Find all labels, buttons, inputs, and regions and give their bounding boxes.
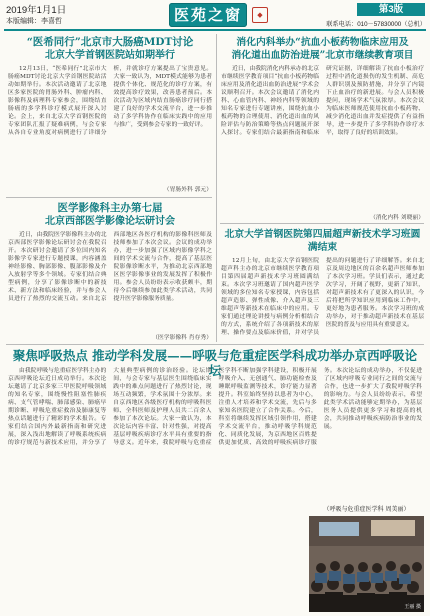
audience-photo-illustration (309, 516, 424, 612)
article-respiratory-forum-title: 聚焦呼吸热点 推动学科发展——呼吸与危重症医学科成功举办京西呼吸论坛 (12, 348, 418, 378)
article-body: 12月13日，“医希同行”北京市大肠癌MDT讨论北京大学首钢医院站活动如期举行。本次活动邀请了北京地区多家医院的胃肠外科、肿瘤内科、影像科及病理科专家参会，围绕结直肠癌的多学科诊疗模式展开深入讨论。会上，来自北京大学首钢医院的专家团队汇报了疑难病例，与会专家从各自专业角度对病例进行了详细分析，并就诊疗方案提出了宝贵意见。大家一致认为，MDT模式能够为患者提供个体化、规范化的诊疗方案，有效提高诊疗效果，改善患者预后。本次活动为区域内结直肠癌诊疗同行搭建了良好的学术交流平台，进一步推动了多学科协作在临床实践中的应用与推广，受到参会专家的一致好评。 (8, 66, 212, 136)
contact-phone: 联系电话：010－57830000（总机） (326, 21, 426, 28)
article-title: 消化内科举办“抗血小板药物临床应用及 (236, 37, 409, 48)
row-divider-bottom (6, 344, 424, 345)
article-title: 北京大学首钢医院第四届超声新技术学习班圆满结束 (224, 229, 421, 253)
article-body: 近日，由我院医学影像科主办的北京西部医学影像论坛研讨会在我院召开。本次研讨会邀请了多位国内知名影像学专家进行专题授课，内容涵盖神经影像、胸部影像、腹部影像及介入放射学等多个领域。专家们结合典型病例，分享了影像诊断中的新技术、新方法和临床经验，并与参会人员进行了热烈的交流互动。来自北京西部地区各医疗机构的影像科医师及技师参加了本次会议。会议的成功举办，进一步加强了区域内影像学科之间的学术交流与合作，提高了基层医院影像诊断水平，为推动北京西部地区医学影像事业的发展发挥了积极作用。参会人员纷纷表示收获颇丰，期待今后继续参加此类学术活动，共同提升医学影像服务质量。 (8, 232, 212, 302)
photo-caption: （呼吸与危重症医学科 周美丽） (309, 504, 424, 515)
header-info (6, 5, 66, 27)
column-divider (216, 34, 217, 342)
header-rule (4, 29, 426, 31)
article-imaging-forum (8, 202, 212, 342)
article-byline: （医学影像科 肖存秀） (152, 335, 212, 341)
article-byline: （胃肠外科 郭元） (163, 187, 212, 193)
article-subtitle: 消化道出血防治进展”北京市继续教育项目 (231, 50, 414, 61)
page-editor: 本版编辑：李喜哲 (6, 17, 62, 25)
article-antiplatelet-project (221, 36, 424, 220)
seal-icon: ◆ (252, 7, 268, 23)
article-body: 由我院呼吸与危重症医学科主办的京西呼吸论坛近日成功举行。本次论坛邀请了北京多家三甲医院呼吸领域的知名专家，围绕慢性阻塞性肺疾病、支气管哮喘、肺部感染、肺癌早期诊断、呼吸危重症救治及肺康复等热点话题进行了精彩的学术报告。专家们结合国内外最新指南和研究进展，深入浅出地解读了呼吸系统疾病的诊疗规范与新技术应用，并分享了大量典型病例的诊治经验。论坛期间，与会专家与基层医生围绕临床实践中的难点问题进行了热烈讨论，现场互动频繁，学术氛围十分浓厚。来自京西地区各级医疗机构的呼吸科医师、全科医师及护理人员共二百余人参加了本次论坛。大家一致认为，本次论坛内容丰富、针对性强，对提高基层呼吸疾病诊疗水平具有重要的指导意义。近年来，我院呼吸与危重症医学科不断加强学科建设，积极开展呼吸介入、无创通气、肺功能检查及睡眠呼吸监测等技术，诊疗能力显著提升。科室始终坚持以患者为中心，注重人才培养和学术交流，先后与多家知名医院建立了合作关系。今后，科室将继续发挥区域引领作用，搭建学术交流平台，推动呼吸学科规范化、同质化发展，为京西地区百姓提供更加优质、高效的呼吸疾病诊疗服务。本次论坛的成功举办，不仅促进了区域内呼吸专业同行之间的交流与合作，也进一步扩大了我院呼吸学科的影响力。与会人员纷纷表示，希望此类学术活动能够定期举办，为基层医务人员提供更多学习和提高的机会，共同推动呼吸疾病防治事业的发展。 (8, 368, 422, 446)
forum-photo (309, 516, 424, 612)
masthead-title: 医苑之窗 (169, 3, 247, 27)
article-mdt-discussion (8, 36, 212, 194)
article-byline: （消化内科 刘晓丽） (369, 215, 424, 220)
article-title: 医学影像科主办第七届 (57, 202, 163, 214)
article-subtitle: 北京西部医学影像论坛研讨会 (45, 216, 175, 227)
article-ultrasound-class (221, 228, 424, 342)
article-title: “医希同行”北京市大肠癌MDT讨论 (26, 36, 194, 48)
photo-credit: 王丽 摄 (404, 604, 421, 610)
row-divider-right (220, 223, 424, 224)
issue-date: 2019年1月1日 (6, 5, 67, 16)
row-divider-left (6, 197, 212, 198)
edition-number: 第3版 (357, 3, 425, 16)
article-body: 近日，由我院消化内科承办的北京市继续医学教育项目“抗血小板药物临床应用及消化道出血防治进展”学术会议顺利召开。本次会议邀请了消化内科、心血管内科、神经内科等领域的知名专家进行专题讲座，围绕抗血小板药物的合理使用、消化道出血的风险评估与防治策略等热点问题展开深入探讨。专家们结合最新指南和临床研究证据，详细解读了抗血小板治疗过程中消化道损伤的发生机制、高危人群识别及预防措施，并分享了内镜下止血治疗的新进展。与会人员积极提问，现场学术气氛浓厚。本次会议为临床医师规范使用抗血小板药物、减少消化道出血并发症提供了有益指导，进一步提升了多学科协作诊疗水平，取得了良好的培训效果。 (221, 66, 424, 136)
article-subtitle: 北京大学首钢医院站如期举行 (45, 50, 175, 61)
article-body: 12月上旬，由北京大学首钢医院超声科主办的北京市继续医学教育项目第四届超声新技术学习班圆满结束。本次学习班邀请了国内超声医学领域的多位知名专家授课，内容包括超声造影、弹性成像、介入超声及三维超声等新技术在临床中的应用。专家们通过理论讲授与病例分析相结合的方式，系统介绍了各项新技术的原理、操作要点及临床价值，并对学员提出的问题进行了详细解答。来自北京及周边地区的百余名超声医师参加了本次学习班。学员们表示，通过此次学习，开阔了视野，更新了知识，对超声新技术有了更深入的认识，今后将把所学知识应用到临床工作中，更好地为患者服务。本次学习班的成功举办，对于推动超声新技术在基层医院的普及与应用具有重要意义。 (221, 258, 424, 336)
